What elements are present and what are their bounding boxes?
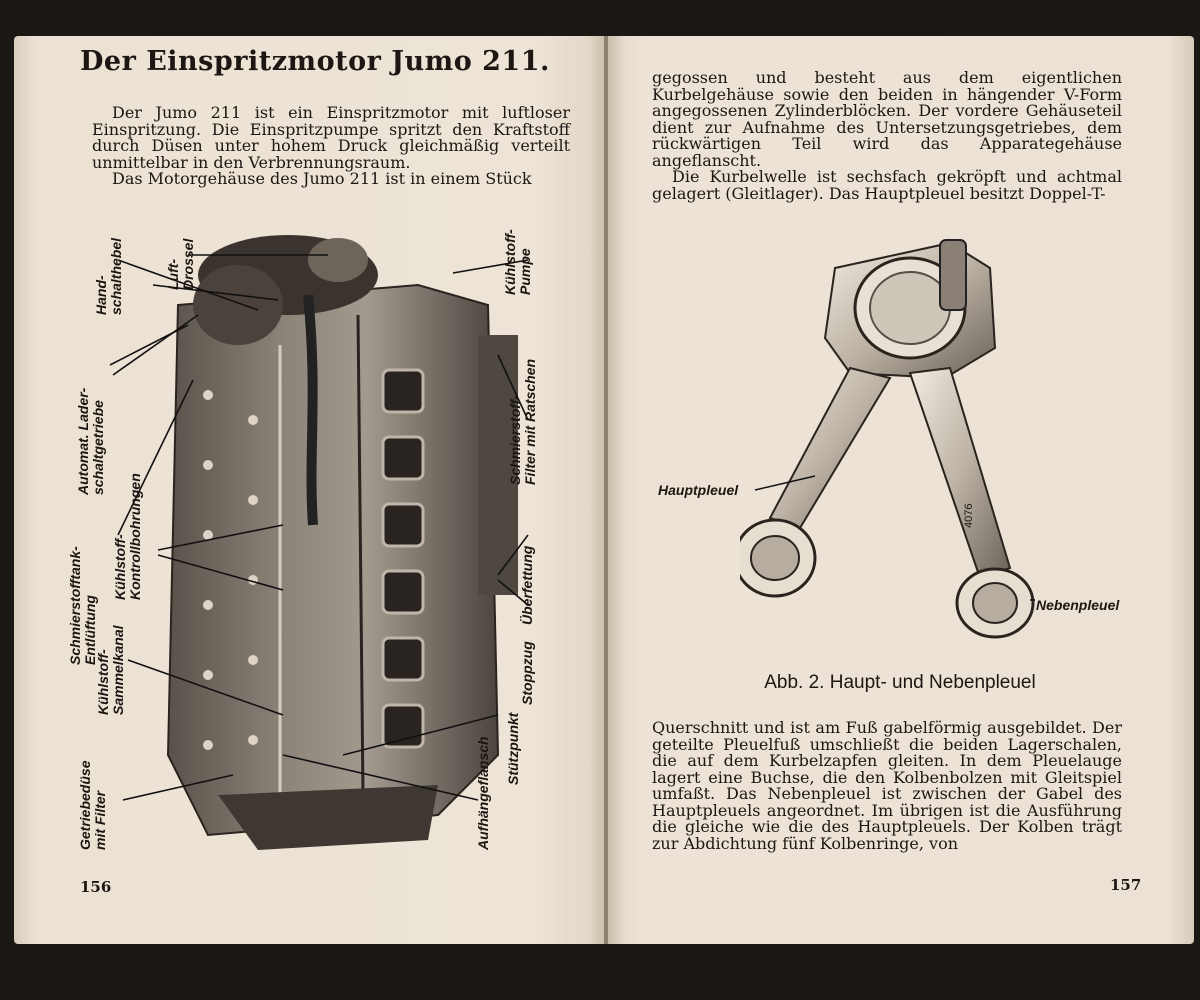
label-hand-schalthebel: Hand- schalthebel [93, 237, 124, 315]
label-automat-lader: Automat. Lader- schaltgetriebe [75, 387, 106, 495]
label-luft-drossel: Luft- Drossel [165, 238, 196, 290]
label-stuetzpunkt: Stützpunkt [505, 712, 521, 785]
right-paragraph-top: gegossen und besteht aus dem eigentlichen Kurbelgehäuse sowie den beiden in hängender V-Form angegossenen Zylinderblöcken. Der vordere Gehäuseteil dient zur Aufnahme des Untersetzungsgetriebes, dem rückwärtigen Teil wird das Apparategehäuse angeflanscht. [652, 68, 1122, 170]
label-kuehlstoff-pumpe: Kühlstoff- Pumpe [502, 229, 533, 295]
figure-caption: Abb. 2. Haupt- und Nebenpleuel [764, 672, 1036, 693]
label-aufhaengeflansch: Aufhängeflansch [475, 736, 491, 850]
label-hauptpleuel: Hauptpleuel [658, 482, 739, 498]
right-page-number: 157 [1110, 876, 1142, 894]
conrod-illustration [740, 228, 1160, 648]
left-paragraph-2: Das Motorgehäuse des Jumo 211 ist in einem Stück [112, 169, 532, 188]
right-paragraph-bottom: Querschnitt und ist am Fuß gabelförmig ausgebildet. Der geteilte Pleuelfuß umschließt die beiden Lagerschalen, die auf dem Kurbelzapfen gleiten. In dem Pleuelauge lagert eine Buchse, die den Kolbenbolzen mit Gleitspiel umfaßt. Das Nebenpleuel ist zwischen der Gabel des Hauptpleuels angeordnet. Im übrigen ist die Ausführung die gleiche wie die des Hauptpleuels. Der Kolben trägt zur Abdichtung fünf Kolbenringe, von [652, 718, 1122, 853]
label-getriebeduese: Getriebedüse mit Filter [77, 760, 108, 850]
right-bottom-text [652, 720, 1122, 852]
label-nebenpleuel: Nebenpleuel [1036, 597, 1120, 613]
conrod-figure [740, 228, 1160, 648]
engine-figure [58, 195, 578, 855]
left-paragraph-1: Der Jumo 211 ist ein Einspritzmotor mit luftloser Einspritzung. Die Einspritzpumpe spritzt den Kraftstoff durch Düsen unter hohem Druck gleichmäßig verteilt unmittelbar in den Verbrennungsraum. [92, 103, 570, 172]
label-ueberfettung: Überfettung [519, 545, 535, 625]
page-heading: Der Einspritzmotor Jumo 211. [80, 46, 550, 77]
label-kuehlstoff-sammel: Kühlstoff- Sammelkanal [95, 625, 126, 715]
label-stoppzug: Stoppzug [519, 641, 535, 705]
part-number: 4076 [963, 503, 975, 528]
right-paragraph-top-2: Die Kurbelwelle ist sechsfach gekröpft und achtmal gelagert (Gleitlager). Das Hauptpleuel besitzt Doppel-T- [652, 167, 1122, 203]
label-schmierstofftank: Schmierstofftank- Entlüftung [67, 546, 98, 665]
left-page-number: 156 [80, 878, 112, 896]
label-schmierstoff-filter: Schmierstoff- Filter mit Ratschen [507, 358, 538, 485]
label-kuehlstoff-kontroll: Kühlstoff- Kontrollbohrungen [112, 473, 143, 600]
right-top-text [652, 70, 1122, 202]
left-intro-text [92, 105, 570, 188]
